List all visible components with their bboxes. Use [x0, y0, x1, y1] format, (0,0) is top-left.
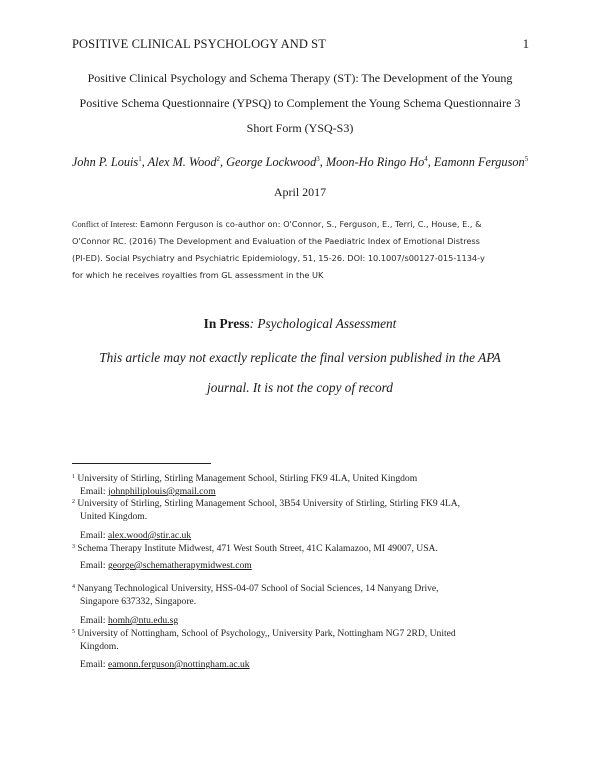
email-link[interactable]: alex.wood@stir.ac.uk	[107, 530, 192, 541]
footnote-3	[72, 541, 542, 555]
footnote-text: Nanyang Technological University, HSS-04-07 School of Social Sciences, 14 Nanyang Drive,	[77, 583, 439, 594]
footnote-text: University of Stirling, Stirling Management School, Stirling FK9 4LA, United Kingdom	[77, 473, 418, 484]
footnote-mark: 1	[72, 474, 75, 480]
author-name: George Lockwood	[226, 155, 317, 169]
notice-line-1: This article may not exactly replicate the final version published in the APA	[99, 350, 501, 365]
journal-name: : Psychological Assessment	[249, 316, 397, 331]
author-footnote-mark: 2	[216, 155, 221, 163]
footnote-1	[72, 471, 542, 498]
conflict-text-1: Eamonn Ferguson is co-author on: O'Connor, S., Ferguson, E., Terri, C., House, E., &	[140, 219, 482, 229]
author-name: Alex M. Wood	[147, 155, 217, 169]
footnote-mark: 2	[72, 499, 75, 505]
conflict-label: Conflict of Interest:	[72, 220, 138, 229]
title-line-3: Short Form (YSQ-S3)	[246, 121, 354, 135]
email-label: Email:	[80, 615, 108, 626]
conflict-text-2: O'Connor RC. (2016) The Development and Evaluation of the Paediatric Index of Emotional Distress	[72, 236, 480, 246]
author-footnote-mark: 4	[424, 155, 428, 163]
page-number: 1	[522, 37, 529, 51]
title-line-1: Positive Clinical Psychology and Schema Therapy (ST): The Development of the Young	[87, 71, 513, 85]
footnote-2	[72, 496, 542, 523]
author-footnote-mark: 5	[524, 155, 529, 163]
email-label: Email:	[80, 530, 108, 541]
footnote-divider	[72, 463, 211, 464]
footnote-mark: 4	[72, 584, 75, 590]
footnote-text: Schema Therapy Institute Midwest, 471 West South Street, 41C Kalamazoo, MI 49007, USA.	[77, 543, 438, 554]
conflict-text-4: for which he receives royalties from GL assessment in the UK	[72, 270, 324, 280]
in-press-label: In Press	[203, 316, 250, 331]
email-label: Email:	[80, 560, 108, 571]
email-link[interactable]: eamonn.ferguson@nottingham.ac.uk	[107, 659, 250, 670]
title-line-2: Positive Schema Questionnaire (YPSQ) to Complement the Young Schema Questionnaire 3	[79, 96, 521, 110]
footnote-4	[72, 581, 542, 608]
notice-line-2: journal. It is not the copy of record	[207, 380, 393, 395]
footnote-text: University of Stirling, Stirling Management School, 3B54 University of Stirling, Stirling FK9 4LA,	[77, 498, 461, 509]
author-footnote-mark: 3	[316, 155, 320, 163]
running-head: POSITIVE CLINICAL PSYCHOLOGY AND ST	[72, 37, 326, 51]
footnote-5-email	[80, 658, 250, 671]
footnote-3-email	[80, 559, 252, 572]
author-footnote-mark: 1	[138, 155, 142, 163]
publication-date: April 2017	[273, 185, 327, 199]
email-label: Email:	[80, 486, 108, 497]
footnote-mark: 5	[72, 629, 75, 635]
author-name: Eamonn Ferguson	[433, 155, 525, 169]
footnote-mark: 3	[72, 544, 75, 550]
author-name: Moon-Ho Ringo Ho	[325, 155, 425, 169]
email-link[interactable]: homh@ntu.edu.sg	[107, 615, 179, 626]
conflict-text-3: (PI-ED). Social Psychiatry and Psychiatric Epidemiology, 51, 15-26. DOI: 10.1007/s00127-015-1134-y	[72, 253, 485, 263]
paper-title	[60, 66, 540, 141]
footnote-text: United Kingdom.	[80, 511, 148, 522]
conflict-of-interest	[72, 216, 542, 284]
author-list: John P. Louis$^1$, Alex M. Wood$^2$, George Lockwood$^3$, Moon-Ho Ringo Ho$^4$, Eamonn Ferguson$^5$	[71, 155, 529, 169]
email-link[interactable]: johnphiliplouis@gmail.com	[107, 486, 216, 497]
email-label: Email:	[80, 659, 108, 670]
author-name: John P. Louis	[71, 155, 139, 169]
footnote-text: Singapore 637332, Singapore.	[80, 596, 197, 607]
footnote-text: Kingdom.	[80, 641, 119, 652]
footnote-5	[72, 626, 542, 653]
footnote-text: University of Nottingham, School of Psychology,, University Park, Nottingham NG7 2RD, United	[77, 628, 456, 639]
email-link[interactable]: george@schematherapymidwest.com	[107, 560, 252, 571]
copy-notice	[40, 343, 560, 403]
in-press-line	[0, 316, 600, 332]
